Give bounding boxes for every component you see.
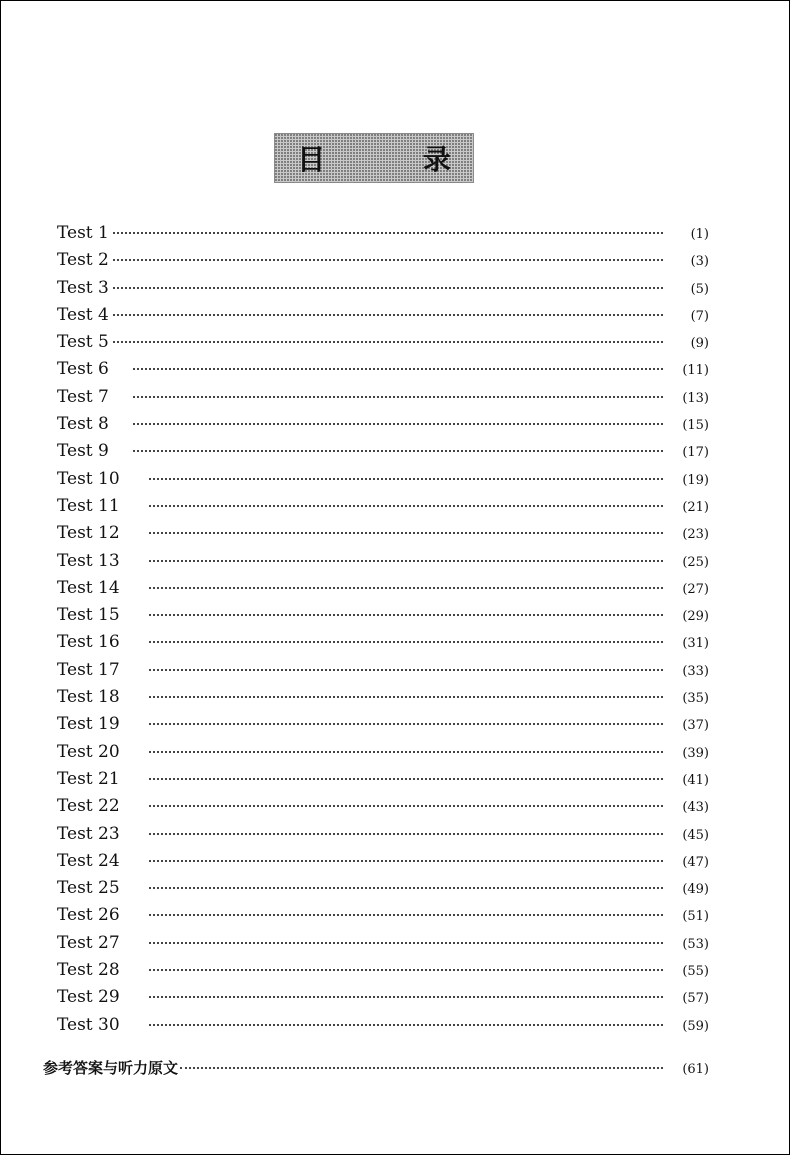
dot-leader xyxy=(113,341,663,343)
dot-leader xyxy=(149,887,663,889)
toc-entry-page: (53) xyxy=(682,936,709,952)
toc-entry-page: (13) xyxy=(682,390,709,406)
toc-entry-page: (5) xyxy=(690,281,709,297)
toc-entry-page: (57) xyxy=(682,991,709,1007)
dot-leader xyxy=(149,669,663,671)
toc-entry[interactable] xyxy=(57,933,709,960)
dot-leader xyxy=(149,532,663,534)
toc-entry-page: (33) xyxy=(682,663,709,679)
dot-leader xyxy=(133,450,663,452)
dot-leader xyxy=(149,614,663,616)
toc-entry-label: Test 5 xyxy=(57,332,109,353)
toc-entry[interactable] xyxy=(57,878,709,905)
toc-entry[interactable] xyxy=(57,496,709,523)
toc-entry[interactable] xyxy=(57,387,709,414)
dot-leader xyxy=(149,942,663,944)
toc-entry[interactable] xyxy=(57,905,709,932)
toc-entry-label: Test 13 xyxy=(57,550,120,571)
dot-leader xyxy=(133,368,663,370)
toc-entry[interactable] xyxy=(57,523,709,550)
dot-leader xyxy=(149,805,663,807)
toc-entry[interactable] xyxy=(57,851,709,878)
dot-leader xyxy=(149,969,663,971)
dot-leader xyxy=(113,314,663,316)
dot-leader xyxy=(149,723,663,725)
toc-entry[interactable] xyxy=(57,987,709,1014)
toc-entry-label: Test 24 xyxy=(57,850,120,871)
dot-leader xyxy=(113,232,663,234)
dot-leader xyxy=(133,423,663,425)
toc-entry[interactable] xyxy=(57,414,709,441)
toc-title-box xyxy=(274,133,495,183)
dot-leader xyxy=(133,396,663,398)
toc-entry-page: (21) xyxy=(682,499,709,515)
toc-entry-page: (23) xyxy=(682,527,709,543)
toc-entry-page: (9) xyxy=(690,336,709,352)
toc-title: 目 录 xyxy=(297,143,495,176)
toc-entry-page: (45) xyxy=(682,827,709,843)
toc-entry-page: (39) xyxy=(682,745,709,761)
toc-entry[interactable] xyxy=(57,441,709,468)
toc-entry[interactable] xyxy=(57,359,709,386)
toc-entry-page: (17) xyxy=(682,445,709,461)
toc-entry-label: Test 26 xyxy=(57,905,120,926)
toc-entry-page: (47) xyxy=(682,854,709,870)
toc-entry[interactable] xyxy=(57,687,709,714)
toc-entry-label: Test 18 xyxy=(57,687,120,708)
toc-entry[interactable] xyxy=(57,469,709,496)
toc-entry-label: Test 6 xyxy=(57,359,109,380)
toc-entry-page: (27) xyxy=(682,581,709,597)
toc-entry[interactable] xyxy=(57,714,709,741)
dot-leader xyxy=(149,560,663,562)
toc-entry[interactable] xyxy=(57,605,709,632)
dot-leader xyxy=(149,478,663,480)
toc-entry-page: (61) xyxy=(682,1062,709,1077)
dot-leader xyxy=(149,860,663,862)
toc-entry-page: (55) xyxy=(682,964,709,980)
toc-entry[interactable] xyxy=(57,250,709,277)
toc-entry-label: Test 19 xyxy=(57,714,120,735)
toc-entry-page: (3) xyxy=(690,254,709,270)
dot-leader xyxy=(149,641,663,643)
toc-entry-appendix[interactable] xyxy=(43,1057,709,1078)
toc-entry-label: Test 20 xyxy=(57,741,120,762)
toc-entry-page: (25) xyxy=(682,554,709,570)
toc-entry-page: (29) xyxy=(682,609,709,625)
toc-entry[interactable] xyxy=(57,223,709,250)
toc-entry-label: Test 30 xyxy=(57,1014,120,1035)
toc-entry-label: Test 1 xyxy=(57,223,109,243)
toc-entry[interactable] xyxy=(57,632,709,659)
toc-entry-label: Test 28 xyxy=(57,960,120,981)
toc-entry-label: Test 29 xyxy=(57,987,120,1008)
toc-entry-label: Test 27 xyxy=(57,932,120,953)
toc-entry[interactable] xyxy=(57,1015,709,1042)
toc-entry-label: Test 16 xyxy=(57,632,120,653)
toc-entry[interactable] xyxy=(57,305,709,332)
toc-entry-label: Test 9 xyxy=(57,441,109,462)
toc-entry-label: Test 7 xyxy=(57,386,109,407)
toc-entry-page: (7) xyxy=(690,308,709,324)
toc-entry-label: Test 15 xyxy=(57,605,120,626)
dot-leader xyxy=(113,259,663,261)
toc-entry[interactable] xyxy=(57,742,709,769)
dot-leader xyxy=(149,587,663,589)
toc-entry-label: Test 3 xyxy=(57,277,109,298)
toc-entry-page: (49) xyxy=(682,882,709,898)
dot-leader xyxy=(149,1024,663,1026)
toc-entry-label: Test 14 xyxy=(57,577,120,598)
toc-entry-label: Test 23 xyxy=(57,823,120,844)
toc-entry-page: (35) xyxy=(682,691,709,707)
toc-entry[interactable] xyxy=(57,278,709,305)
dot-leader xyxy=(149,996,663,998)
toc-entry-page: (19) xyxy=(682,472,709,488)
dot-leader xyxy=(113,287,663,289)
dot-leader xyxy=(149,751,663,753)
toc-entry-page: (59) xyxy=(682,1018,709,1034)
toc-entry-label: Test 8 xyxy=(57,414,109,435)
toc-entry-page: (1) xyxy=(690,227,709,242)
dot-leader xyxy=(149,914,663,916)
dot-leader xyxy=(149,778,663,780)
toc-entry-label: Test 12 xyxy=(57,523,120,544)
dot-leader xyxy=(149,696,663,698)
dot-leader xyxy=(149,505,663,507)
toc-entry-label: Test 17 xyxy=(57,659,120,680)
dot-leader xyxy=(149,833,663,835)
toc-entry-page: (15) xyxy=(682,418,709,434)
toc-entry-page: (51) xyxy=(682,909,709,925)
toc-entry-page: (41) xyxy=(682,772,709,788)
toc-entry-page: (43) xyxy=(682,800,709,816)
toc-entry[interactable] xyxy=(57,578,709,605)
toc-entry[interactable] xyxy=(57,960,709,987)
toc-entry-label: Test 10 xyxy=(57,468,120,489)
toc-entry[interactable] xyxy=(57,796,709,823)
toc-entry-page: (31) xyxy=(682,636,709,652)
toc-entry[interactable] xyxy=(57,769,709,796)
toc-entry[interactable] xyxy=(57,332,709,359)
toc-entry-page: (11) xyxy=(682,363,709,379)
toc-entry-page: (37) xyxy=(682,718,709,734)
table-of-contents xyxy=(57,223,709,1042)
dot-leader xyxy=(180,1067,663,1069)
toc-entry[interactable] xyxy=(57,551,709,578)
toc-entry-label: Test 4 xyxy=(57,304,109,325)
toc-entry-label: Test 21 xyxy=(57,768,120,789)
toc-entry-label: 参考答案与听力原文 xyxy=(43,1059,179,1077)
toc-entry-label: Test 11 xyxy=(57,495,120,516)
toc-entry[interactable] xyxy=(57,660,709,687)
toc-entry[interactable] xyxy=(57,824,709,851)
toc-entry-label: Test 25 xyxy=(57,878,120,899)
toc-entry-label: Test 22 xyxy=(57,796,120,817)
toc-entry-label: Test 2 xyxy=(57,250,109,271)
